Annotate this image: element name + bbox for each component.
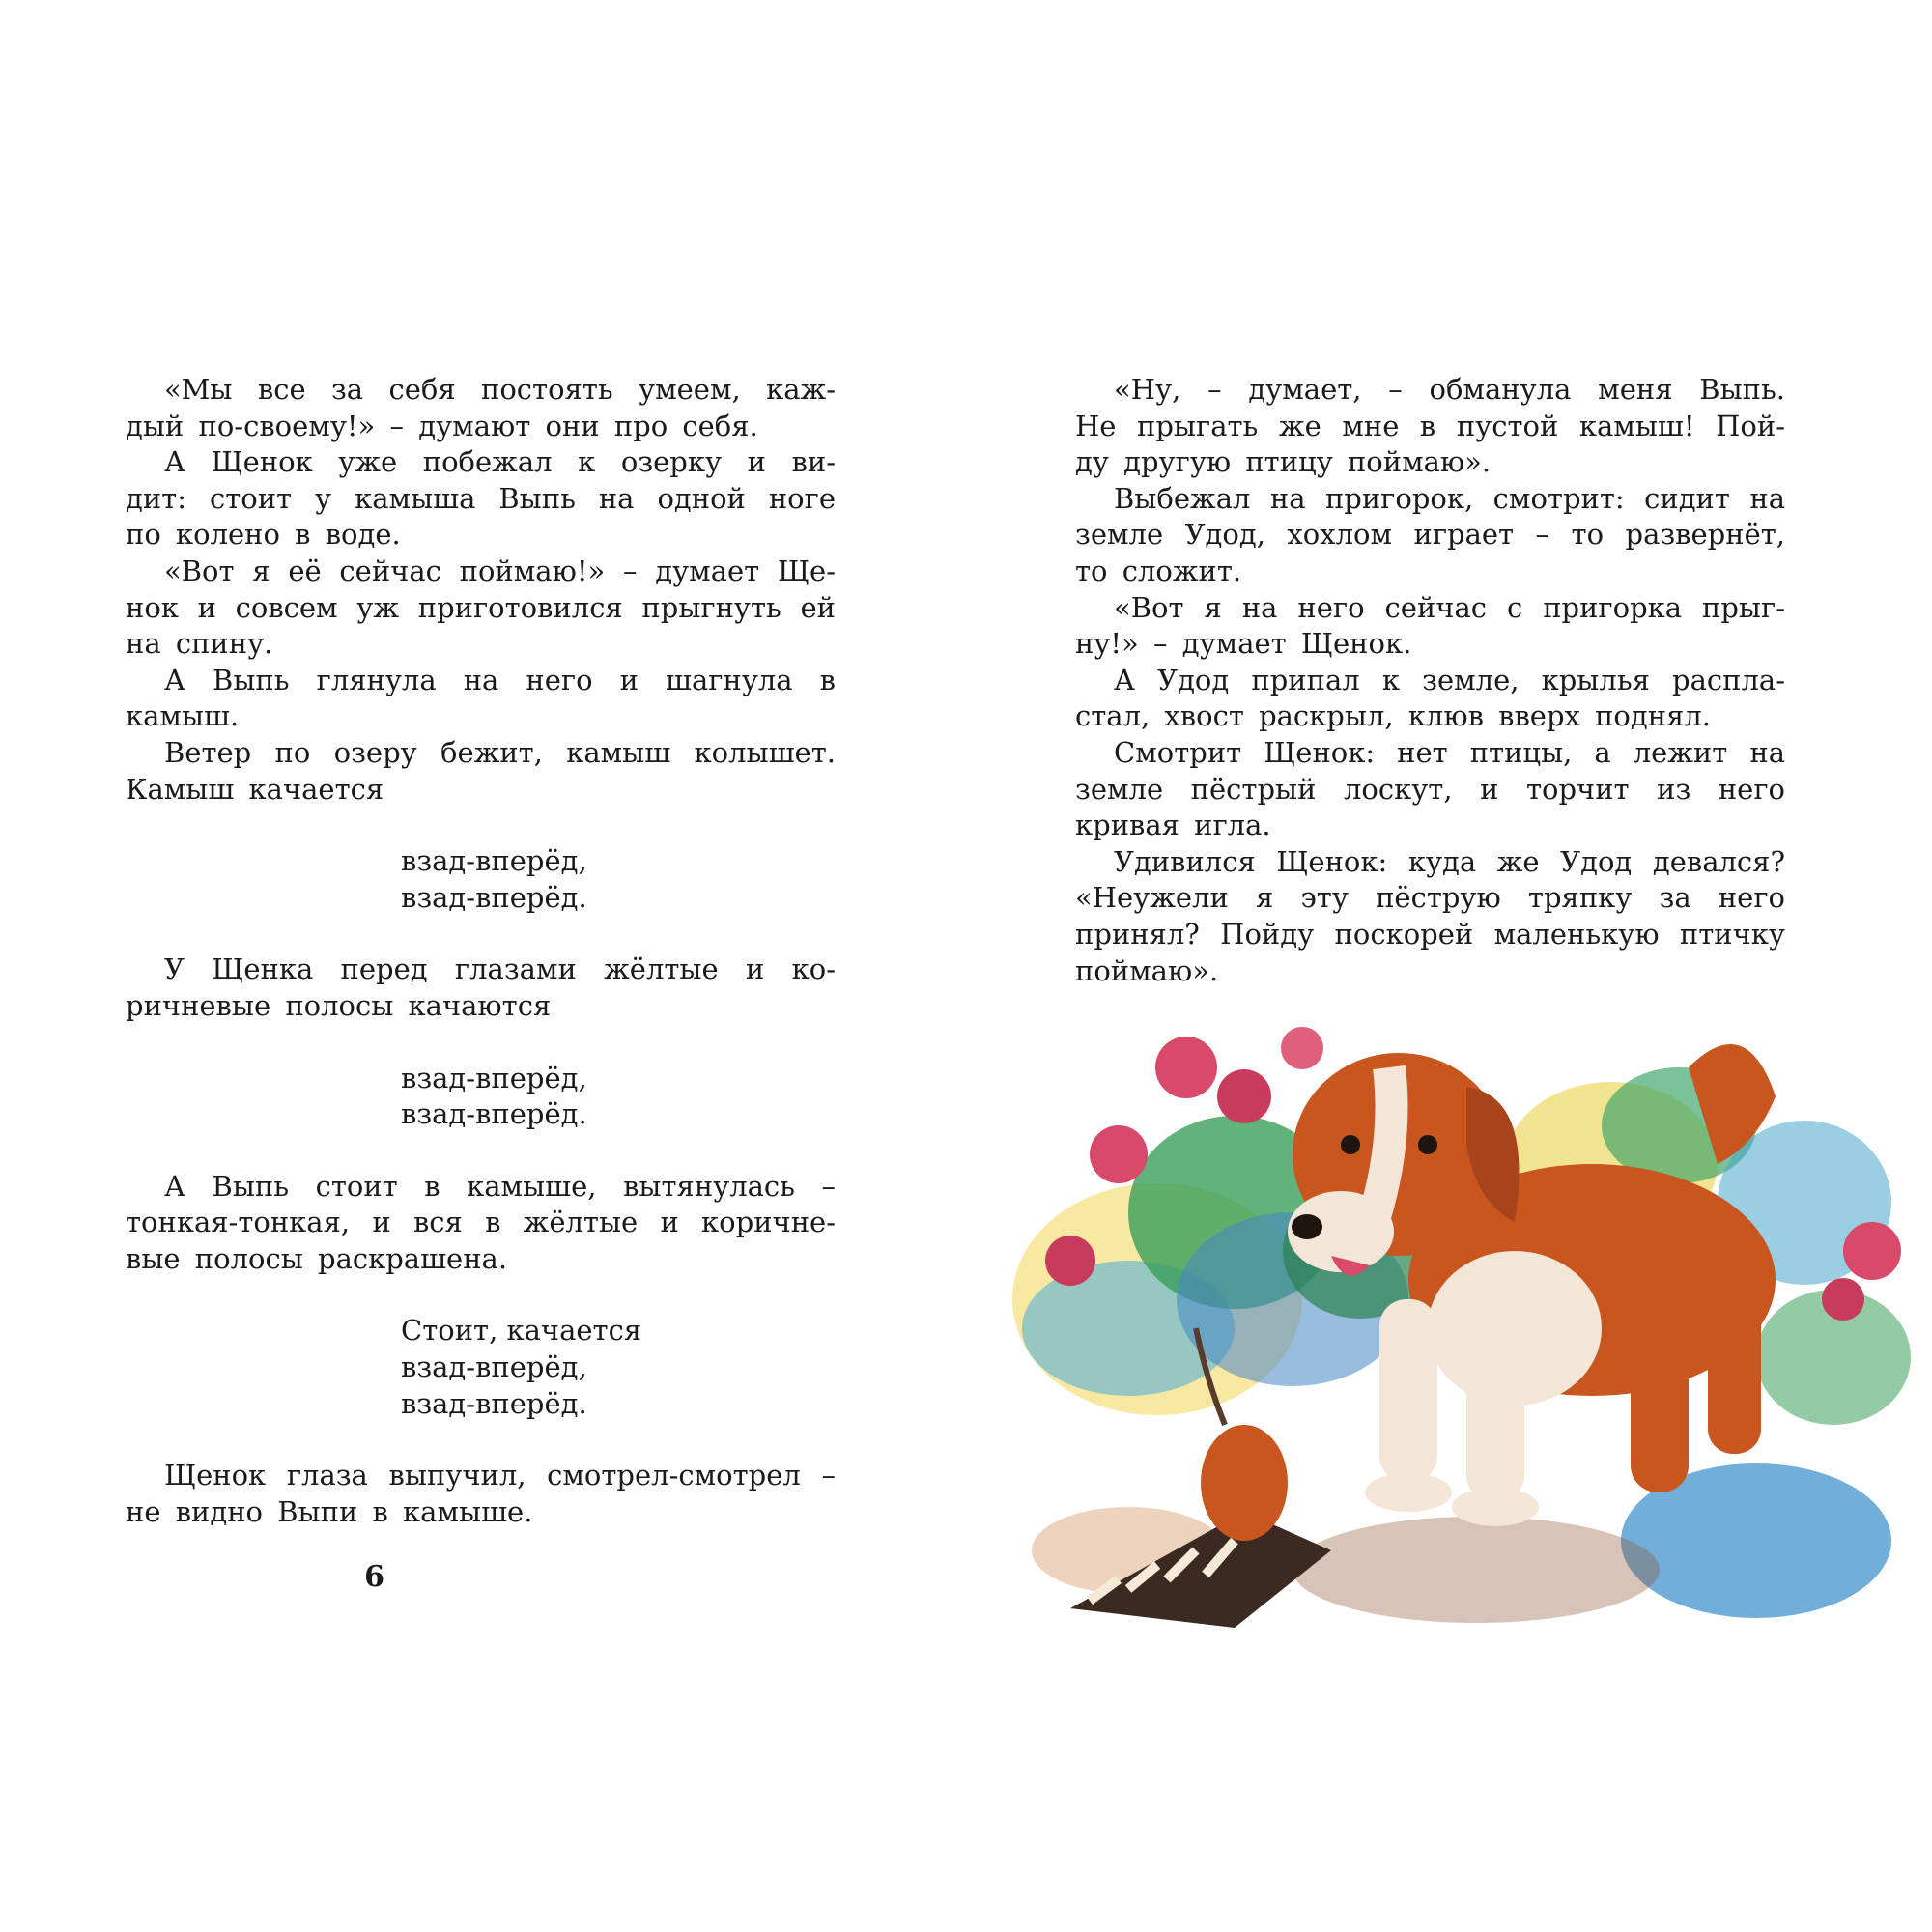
verse-line: взад-вперёд, xyxy=(401,844,587,878)
verse-block xyxy=(401,1313,836,1422)
paragraph xyxy=(126,372,836,444)
text-line: кривая игла. xyxy=(1075,809,1271,842)
text-line: дит: стоит у камыша Выпь на одной ноге xyxy=(126,481,836,515)
text-line: тонкая-тонкая, и вся в жёлтые и коричне- xyxy=(126,1206,836,1239)
text-line: поймаю». xyxy=(1075,953,1219,987)
paragraph xyxy=(126,554,836,663)
paragraph xyxy=(126,444,836,554)
text-line: Удивился Щенок: куда же Удод девался? xyxy=(1114,844,1785,878)
verse-line: взад-вперёд. xyxy=(401,1386,587,1420)
text-line: вые полосы раскрашена. xyxy=(126,1241,508,1275)
paragraph xyxy=(126,735,836,808)
text-line: Выбежал на пригорок, смотрит: сидит на xyxy=(1114,481,1785,515)
text-line: «Вот я её сейчас поймаю!» – думает Ще- xyxy=(164,554,836,587)
verse-line: взад-вперёд. xyxy=(401,1097,587,1131)
text-line: Щенок глаза выпучил, смотрел-смотрел – xyxy=(164,1459,836,1492)
text-line: «Неужели я эту пёструю тряпку за него xyxy=(1075,881,1785,915)
text-line: то сложит. xyxy=(1075,554,1242,587)
text-line: А Щенок уже побежал к озерку и ви- xyxy=(164,445,836,479)
text-line: принял? Пойду поскорей маленькую птичку xyxy=(1075,917,1785,951)
paragraph xyxy=(1075,844,1785,989)
right-page xyxy=(1075,372,1785,989)
paragraph xyxy=(126,1458,836,1530)
paragraph xyxy=(1075,663,1785,735)
text-line: У Щенка перед глазами жёлтые и ко- xyxy=(164,952,836,986)
paragraph xyxy=(1075,735,1785,844)
text-line: Камыш качается xyxy=(126,772,384,806)
paragraph xyxy=(126,663,836,735)
verse-line: взад-вперёд, xyxy=(401,1061,587,1094)
text-line: по колено в воде. xyxy=(126,518,401,552)
text-line: не видно Выпи в камыше. xyxy=(126,1494,533,1528)
verse-block xyxy=(401,843,836,916)
verse-line: взад-вперёд, xyxy=(401,1350,587,1384)
text-line: «Вот я на него сейчас с пригорка прыг- xyxy=(1114,590,1785,624)
text-line: стал, хвост раскрыл, клюв вверх поднял. xyxy=(1075,699,1712,733)
text-line: земле Удод, хохлом играет – то развернёт, xyxy=(1075,518,1785,552)
text-line: Не прыгать же мне в пустой камыш! Пой- xyxy=(1075,409,1785,442)
page-number: 6 xyxy=(364,1560,384,1594)
text-line: Ветер по озеру бежит, камыш колышет. xyxy=(164,735,836,769)
verse-block xyxy=(401,1061,836,1133)
paragraph xyxy=(126,952,836,1024)
verse-line: взад-вперёд. xyxy=(401,880,587,914)
text-line: ну!» – думает Щенок. xyxy=(1075,627,1412,661)
text-line: А Удод припал к земле, крылья распла- xyxy=(1114,663,1785,696)
text-line: земле пёстрый лоскут, и торчит из него xyxy=(1075,772,1785,806)
text-line: дый по-своему!» – думают они про себя. xyxy=(126,409,758,442)
text-line: ричневые полосы качаются xyxy=(126,988,552,1022)
paragraph xyxy=(1075,481,1785,590)
text-line: Смотрит Щенок: нет птицы, а лежит на xyxy=(1114,735,1785,769)
left-page xyxy=(126,372,836,1530)
text-line: «Ну, – думает, – обманула меня Выпь. xyxy=(1114,373,1785,406)
text-line: нок и совсем уж приготовился прыгнуть ей xyxy=(126,590,836,624)
text-line: камыш. xyxy=(126,699,240,733)
text-line: ду другую птицу поймаю». xyxy=(1075,445,1492,479)
text-line: А Выпь стоит в камыше, вытянулась – xyxy=(164,1169,836,1203)
paragraph xyxy=(1075,590,1785,663)
text-line: на спину. xyxy=(126,627,273,661)
paragraph xyxy=(1075,372,1785,481)
text-line: «Мы все за себя постоять умеем, каж- xyxy=(164,373,836,406)
paragraph xyxy=(126,1169,836,1278)
puppy-and-hoopoe-illustration xyxy=(1012,1009,1911,1647)
verse-line: Стоит, качается xyxy=(401,1314,642,1348)
text-line: А Выпь глянула на него и шагнула в xyxy=(164,663,836,696)
